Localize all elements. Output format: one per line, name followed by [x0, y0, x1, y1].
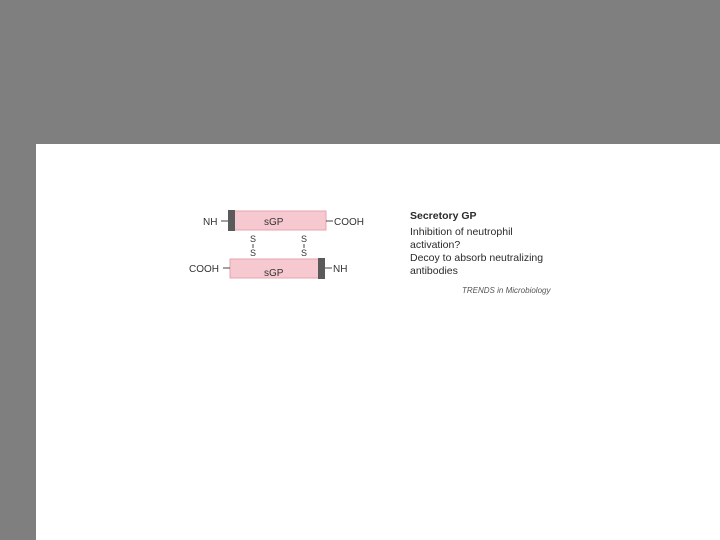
source-credit: TRENDS in Microbiology: [462, 286, 551, 295]
secretory-gp-title: Secretory GP: [410, 210, 477, 222]
sulfur-bottom-2: S: [301, 248, 308, 258]
nh-terminus-bottom: NH: [333, 264, 348, 275]
description-line-2: activation?: [410, 239, 461, 251]
nh-cap-top: [228, 210, 235, 231]
description-line-1: Inhibition of neutrophil: [410, 226, 513, 238]
nh-terminus-top: NH: [203, 217, 218, 228]
sgp-label-top: sGP: [264, 217, 284, 228]
sulfur-top-1: S: [250, 234, 257, 244]
sulfur-bottom-1: S: [250, 248, 257, 258]
cooh-terminus-bottom: COOH: [189, 264, 219, 275]
sulfur-top-2: S: [301, 234, 308, 244]
sgp-label-bottom: sGP: [264, 268, 284, 279]
cooh-terminus-top: COOH: [334, 217, 364, 228]
description-line-4: antibodies: [410, 265, 458, 277]
nh-cap-bottom: [318, 258, 325, 279]
description-line-3: Decoy to absorb neutralizing: [410, 252, 544, 264]
